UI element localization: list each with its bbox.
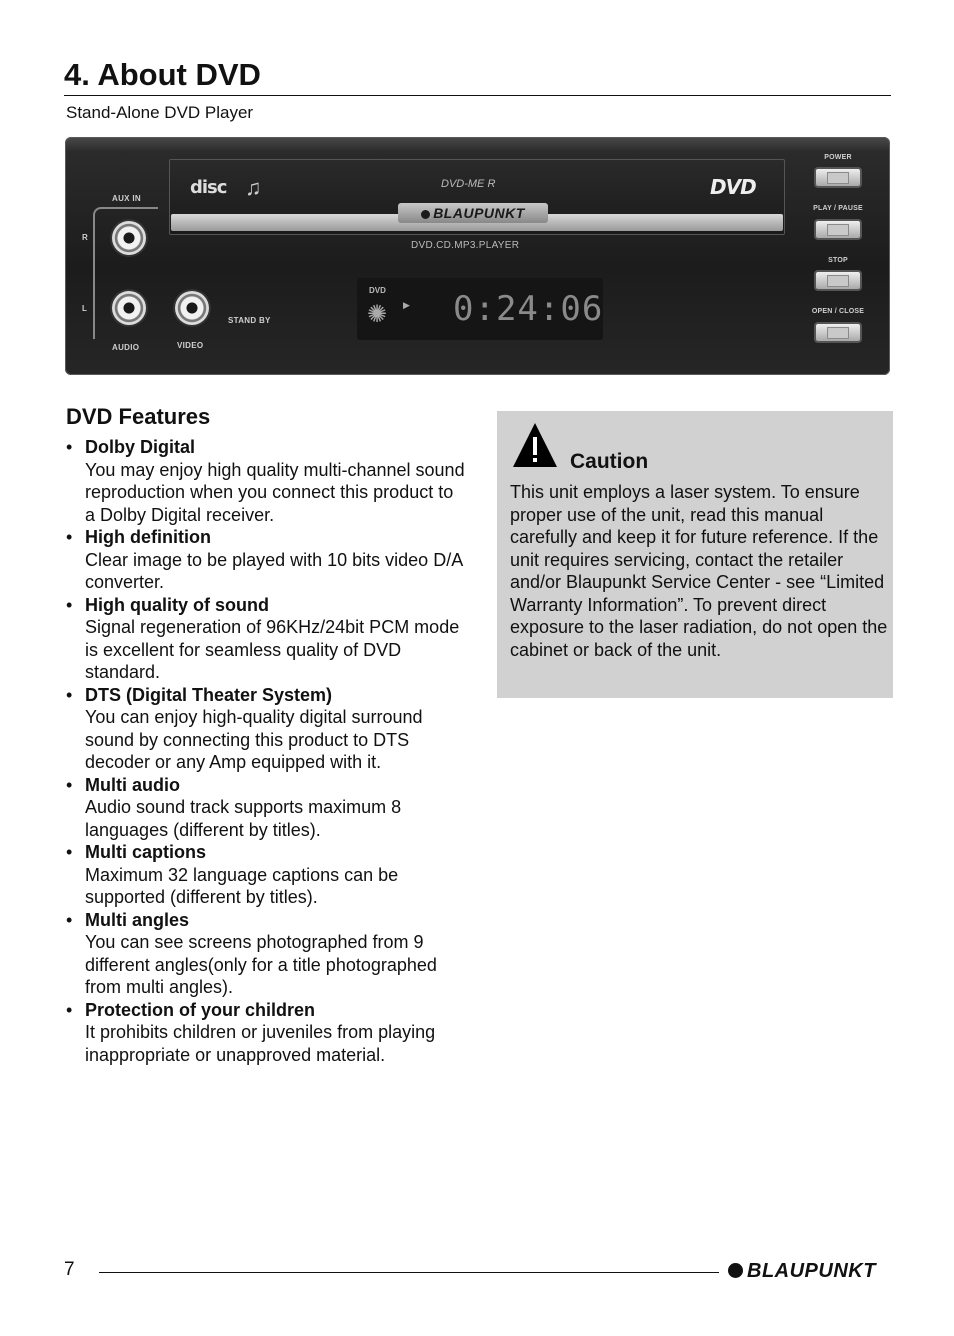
feature-title: Multi angles: [85, 909, 190, 930]
footer-brand-logo: [728, 1259, 876, 1283]
footer-brand-text: BLAUPUNKT: [747, 1260, 876, 1282]
dvd-player-illustration: [65, 137, 890, 375]
bullet-icon: •: [66, 909, 73, 930]
footer-divider: [99, 1272, 719, 1273]
open-close-button: [816, 324, 860, 341]
list-item: [66, 909, 466, 999]
feature-description: Signal regeneration of 96KHz/24bit PCM mode is excellent for seamless quality of DVD standard.: [85, 617, 460, 682]
list-item: [66, 841, 466, 909]
aux-right-jack: [112, 221, 146, 255]
play-indicator-icon: ▶: [403, 300, 410, 310]
feature-title: Multi audio: [85, 774, 180, 795]
bullet-icon: •: [66, 527, 73, 547]
feature-title: Dolby Digital: [85, 437, 196, 457]
right-channel-label: R: [82, 233, 89, 242]
music-icon: ♫: [245, 175, 262, 200]
bullet-icon: •: [66, 999, 73, 1020]
feature-title: DTS (Digital Theater System): [85, 684, 333, 705]
feature-description: Audio sound track supports maximum 8 languages (different by titles).: [85, 797, 402, 840]
dvd-logo: DVD: [710, 175, 756, 199]
features-heading: DVD Features: [66, 404, 211, 429]
feature-description: You may enjoy high quality multi-channel sound reproduction when you connect this product to a Dolby Digital receiver.: [85, 459, 465, 525]
display-dvd-label: DVD: [369, 286, 386, 295]
bullet-icon: •: [66, 842, 73, 862]
feature-description: Maximum 32 language captions can be supported (different by titles).: [85, 864, 399, 907]
power-label: POWER: [824, 154, 852, 161]
device-tagline: DVD.CD.MP3.PLAYER: [411, 240, 520, 251]
caution-box: [497, 411, 893, 698]
list-item: [66, 526, 466, 594]
aux-in-label: AUX IN: [112, 194, 141, 203]
feature-description: It prohibits children or juveniles from playing inappropriate or unapproved material.: [85, 1022, 436, 1065]
play-pause-label: PLAY / PAUSE: [813, 205, 863, 212]
open-close-label: OPEN / CLOSE: [811, 308, 865, 315]
stop-button: [816, 272, 860, 289]
stand-by-label: STAND BY: [228, 316, 271, 325]
page-subtitle: Stand-Alone DVD Player: [66, 103, 254, 122]
brand-plate-text: BLAUPUNKT: [433, 205, 525, 221]
feature-title: Protection of your children: [85, 999, 316, 1020]
feature-description: Clear image to be played with 10 bits video D/A converter.: [85, 549, 463, 592]
front-display: [357, 278, 603, 340]
title-divider: [64, 95, 891, 96]
brand-plate: [398, 203, 548, 223]
display-time: 0:24:06: [453, 289, 604, 329]
feature-title: Multi captions: [85, 842, 206, 862]
model-label: DVD-ME R: [441, 178, 496, 190]
list-item: [66, 436, 466, 526]
power-button: [816, 169, 860, 186]
feature-title: High definition: [85, 527, 211, 547]
video-jack: [175, 291, 209, 325]
features-section: [66, 404, 466, 1066]
feature-title: High quality of sound: [85, 594, 269, 615]
brand-dot-icon: [728, 1263, 743, 1278]
stop-label: STOP: [828, 257, 848, 264]
caution-title: Caution: [570, 450, 649, 473]
bullet-icon: •: [66, 437, 73, 457]
disc-logo: disc: [190, 177, 227, 198]
list-item: [66, 774, 466, 842]
brand-dot-icon: [421, 210, 430, 219]
video-label: VIDEO: [177, 341, 204, 350]
disc-spin-icon: ✺: [367, 301, 388, 328]
left-channel-label: L: [82, 304, 88, 313]
warning-icon: [511, 421, 559, 469]
list-item: [66, 594, 466, 684]
play-pause-button: [816, 221, 860, 238]
list-item: [66, 999, 466, 1067]
bullet-icon: •: [66, 594, 73, 615]
bullet-icon: •: [66, 684, 73, 705]
bullet-icon: •: [66, 774, 73, 795]
feature-description: You can enjoy high-quality digital surround sound by connecting this product to DTS decoder or any Amp equipped with it.: [85, 707, 423, 772]
page-title: 4. About DVD: [64, 57, 261, 92]
caution-text: This unit employs a laser system. To ensure proper use of the unit, read this manual carefully and keep it for future reference. If the unit requires servicing, contact the retailer and/or Blaupunkt Service Center - see “Limited Warranty Information”. To prevent direct exposure to the laser radiation, do not open the cabinet or back of the unit.: [510, 482, 888, 660]
feature-description: You can see screens photographed from 9 different angles(only for a title photographed from multi angles).: [85, 932, 437, 997]
feature-list: [66, 436, 466, 1066]
aux-left-jack: [112, 291, 146, 325]
page-number: 7: [64, 1259, 75, 1280]
list-item: [66, 684, 466, 774]
audio-label: AUDIO: [112, 343, 140, 352]
